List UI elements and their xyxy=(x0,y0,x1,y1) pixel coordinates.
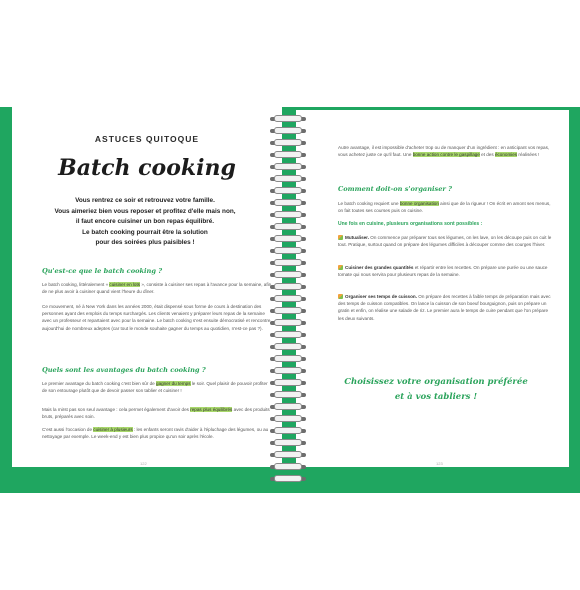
paragraph: Autre avantage, il est impossible d'acheter trop ou de manquer d'un ingrédient : en anticipant vos repas, vous achetez juste ce qu'il faut. Une bonne action contre le gaspillage et des économies réalisées ! xyxy=(338,145,550,158)
spiral-coil xyxy=(270,271,306,280)
intro-line: Vous rentrez ce soir et retrouvez votre famille. xyxy=(75,197,215,204)
highlight: repas plus équilibrés xyxy=(190,407,233,412)
spiral-coil xyxy=(270,247,306,256)
quote-line: et à vos tabliers ! xyxy=(394,392,478,402)
carrot-icon xyxy=(338,235,343,240)
paragraph: Le batch cooking, littéralement « cuisiner en lots », consiste à cuisiner ses repas à l'avance pour la semaine, afin de ne plus avoir à cuisiner quand vient l'heure du dîner. xyxy=(42,282,272,295)
page-title: Batch cooking xyxy=(58,155,236,181)
intro-line: pour des soirées plus paisibles ! xyxy=(95,239,195,246)
highlight: bonne action contre le gaspillage xyxy=(412,152,480,158)
spiral-coil xyxy=(270,343,306,352)
closing-quote xyxy=(316,375,556,405)
page-number: 122 xyxy=(140,461,147,466)
highlight: cuisiner en lots xyxy=(109,282,141,287)
brand-logo: ASTUCES QUITOQUE xyxy=(94,134,200,144)
spiral-coil xyxy=(270,235,306,244)
spiral-coil xyxy=(270,211,306,220)
spiral-coil xyxy=(270,379,306,388)
spiral-coil xyxy=(270,391,306,400)
spiral-coil xyxy=(270,115,306,124)
paragraph: C'est aussi l'occasion de cuisiner à plusieurs : les enfants seront ravis d'aider à l'épluchage des légumes, ou au nettoyage par exemple. Le week-end y est bien plus propice qu'un soir après l'école. xyxy=(42,427,269,440)
spiral-coil xyxy=(270,427,306,436)
carrot-icon xyxy=(338,265,343,270)
paragraph: Mais la mirst pas son seul avantage : cela permet également d'avoir des repas plus équilibrés avec des produits bruts, préparés avec soin. xyxy=(42,407,270,420)
spiral-coil xyxy=(270,187,306,196)
highlight: cuisiner à plusieurs xyxy=(93,427,133,432)
paragraph: Le premier avantage du batch cooking c'est bien sûr de gagner du temps le soir. Quel plaisir de pouvoir profiter de son entourage plutôt que de devoir passer son tablier et cuisiner ! xyxy=(42,381,268,394)
list-item: Mutualiser. On commence par préparer tous ses légumes, on les lave, on les découpe puis on cuit le tout. Pratique, surtout quand on prépare des légumes difficiles à découper comme des courges l'hiver. xyxy=(338,235,552,248)
spiral-coil xyxy=(270,475,306,484)
highlight: gagner du temps xyxy=(156,381,191,386)
spiral-coil xyxy=(270,307,306,316)
quote-line: Choisissez votre organisation préférée xyxy=(344,377,528,387)
right-page xyxy=(296,110,569,467)
paragraph: Le batch cooking requiert une bonne organisation ainsi que de la rigueur ! On écrit en amont ses menus, on fait toutes ses courses puis on cuisine. xyxy=(338,201,551,214)
spiral-coil xyxy=(270,403,306,412)
spiral-coil xyxy=(270,439,306,448)
intro-line: Le batch cooking pourrait être la solution xyxy=(82,228,208,236)
list-item: Organiser ses temps de cuisson. On prépare des recettes à faible temps de préparation mais avec des temps de cuisson compatibles. On lance la cuisson de son boeuf bourguignon, puis on prépare un gratin et enfin, on réalise une salade de riz. Le premier aura le temps de cuire pendant que l'on prépare les deux suivants. xyxy=(338,294,551,321)
intro-text xyxy=(20,196,270,249)
section-heading: Qu'est-ce que le batch cooking ? xyxy=(42,267,163,275)
spiral-coil xyxy=(270,355,306,364)
spiral-coil xyxy=(270,199,306,208)
spiral-coil xyxy=(270,295,306,304)
intro-line: il faut encore cuisiner un bon repas équilibré. xyxy=(75,218,215,225)
spiral-coil xyxy=(270,463,306,472)
spiral-coil xyxy=(270,223,306,232)
spiral-coil xyxy=(270,451,306,460)
paragraph: Ce mouvement, né à New York dans les années 2000, était dispensé sous forme de cours à destination des personnes ayant des emplois du temps surchargés. Les clients venaient y préparer leurs repas de la semaine avec un professeur et repartaient avec pour la semaine. Le batch cooking s'est ensuite démocratisé et rencontre aujourd'hui de nombreux adeptes (car tout le monde souhaite gagner du temps au quotidien, n'est-ce pas ?). xyxy=(42,304,271,331)
spiral-coil xyxy=(270,331,306,340)
highlight: économies xyxy=(494,152,518,158)
highlight: bonne organisation xyxy=(399,201,439,206)
spiral-coil xyxy=(270,259,306,268)
section-heading: Comment doit-on s'organiser ? xyxy=(338,185,453,193)
spiral-coil xyxy=(270,283,306,292)
spiral-coil xyxy=(270,415,306,424)
subheading: Une fois en cuisine, plusieurs organisations sont possibles : xyxy=(338,221,483,227)
list-item: Cuisiner des grandes quantités et répartir entre les recettes. On prépare une purée ou une sauce tomate qui nous servira pour plusieurs repas de la semaine. xyxy=(338,265,548,278)
spiral-coil xyxy=(270,367,306,376)
page-number: 123 xyxy=(436,461,443,466)
section-heading: Quels sont les avantages du batch cooking ? xyxy=(42,366,206,374)
carrot-icon xyxy=(338,294,343,299)
spiral-coil xyxy=(270,319,306,328)
intro-line: Vous aimeriez bien vous reposer et profitez d'elle mais non, xyxy=(54,207,236,215)
